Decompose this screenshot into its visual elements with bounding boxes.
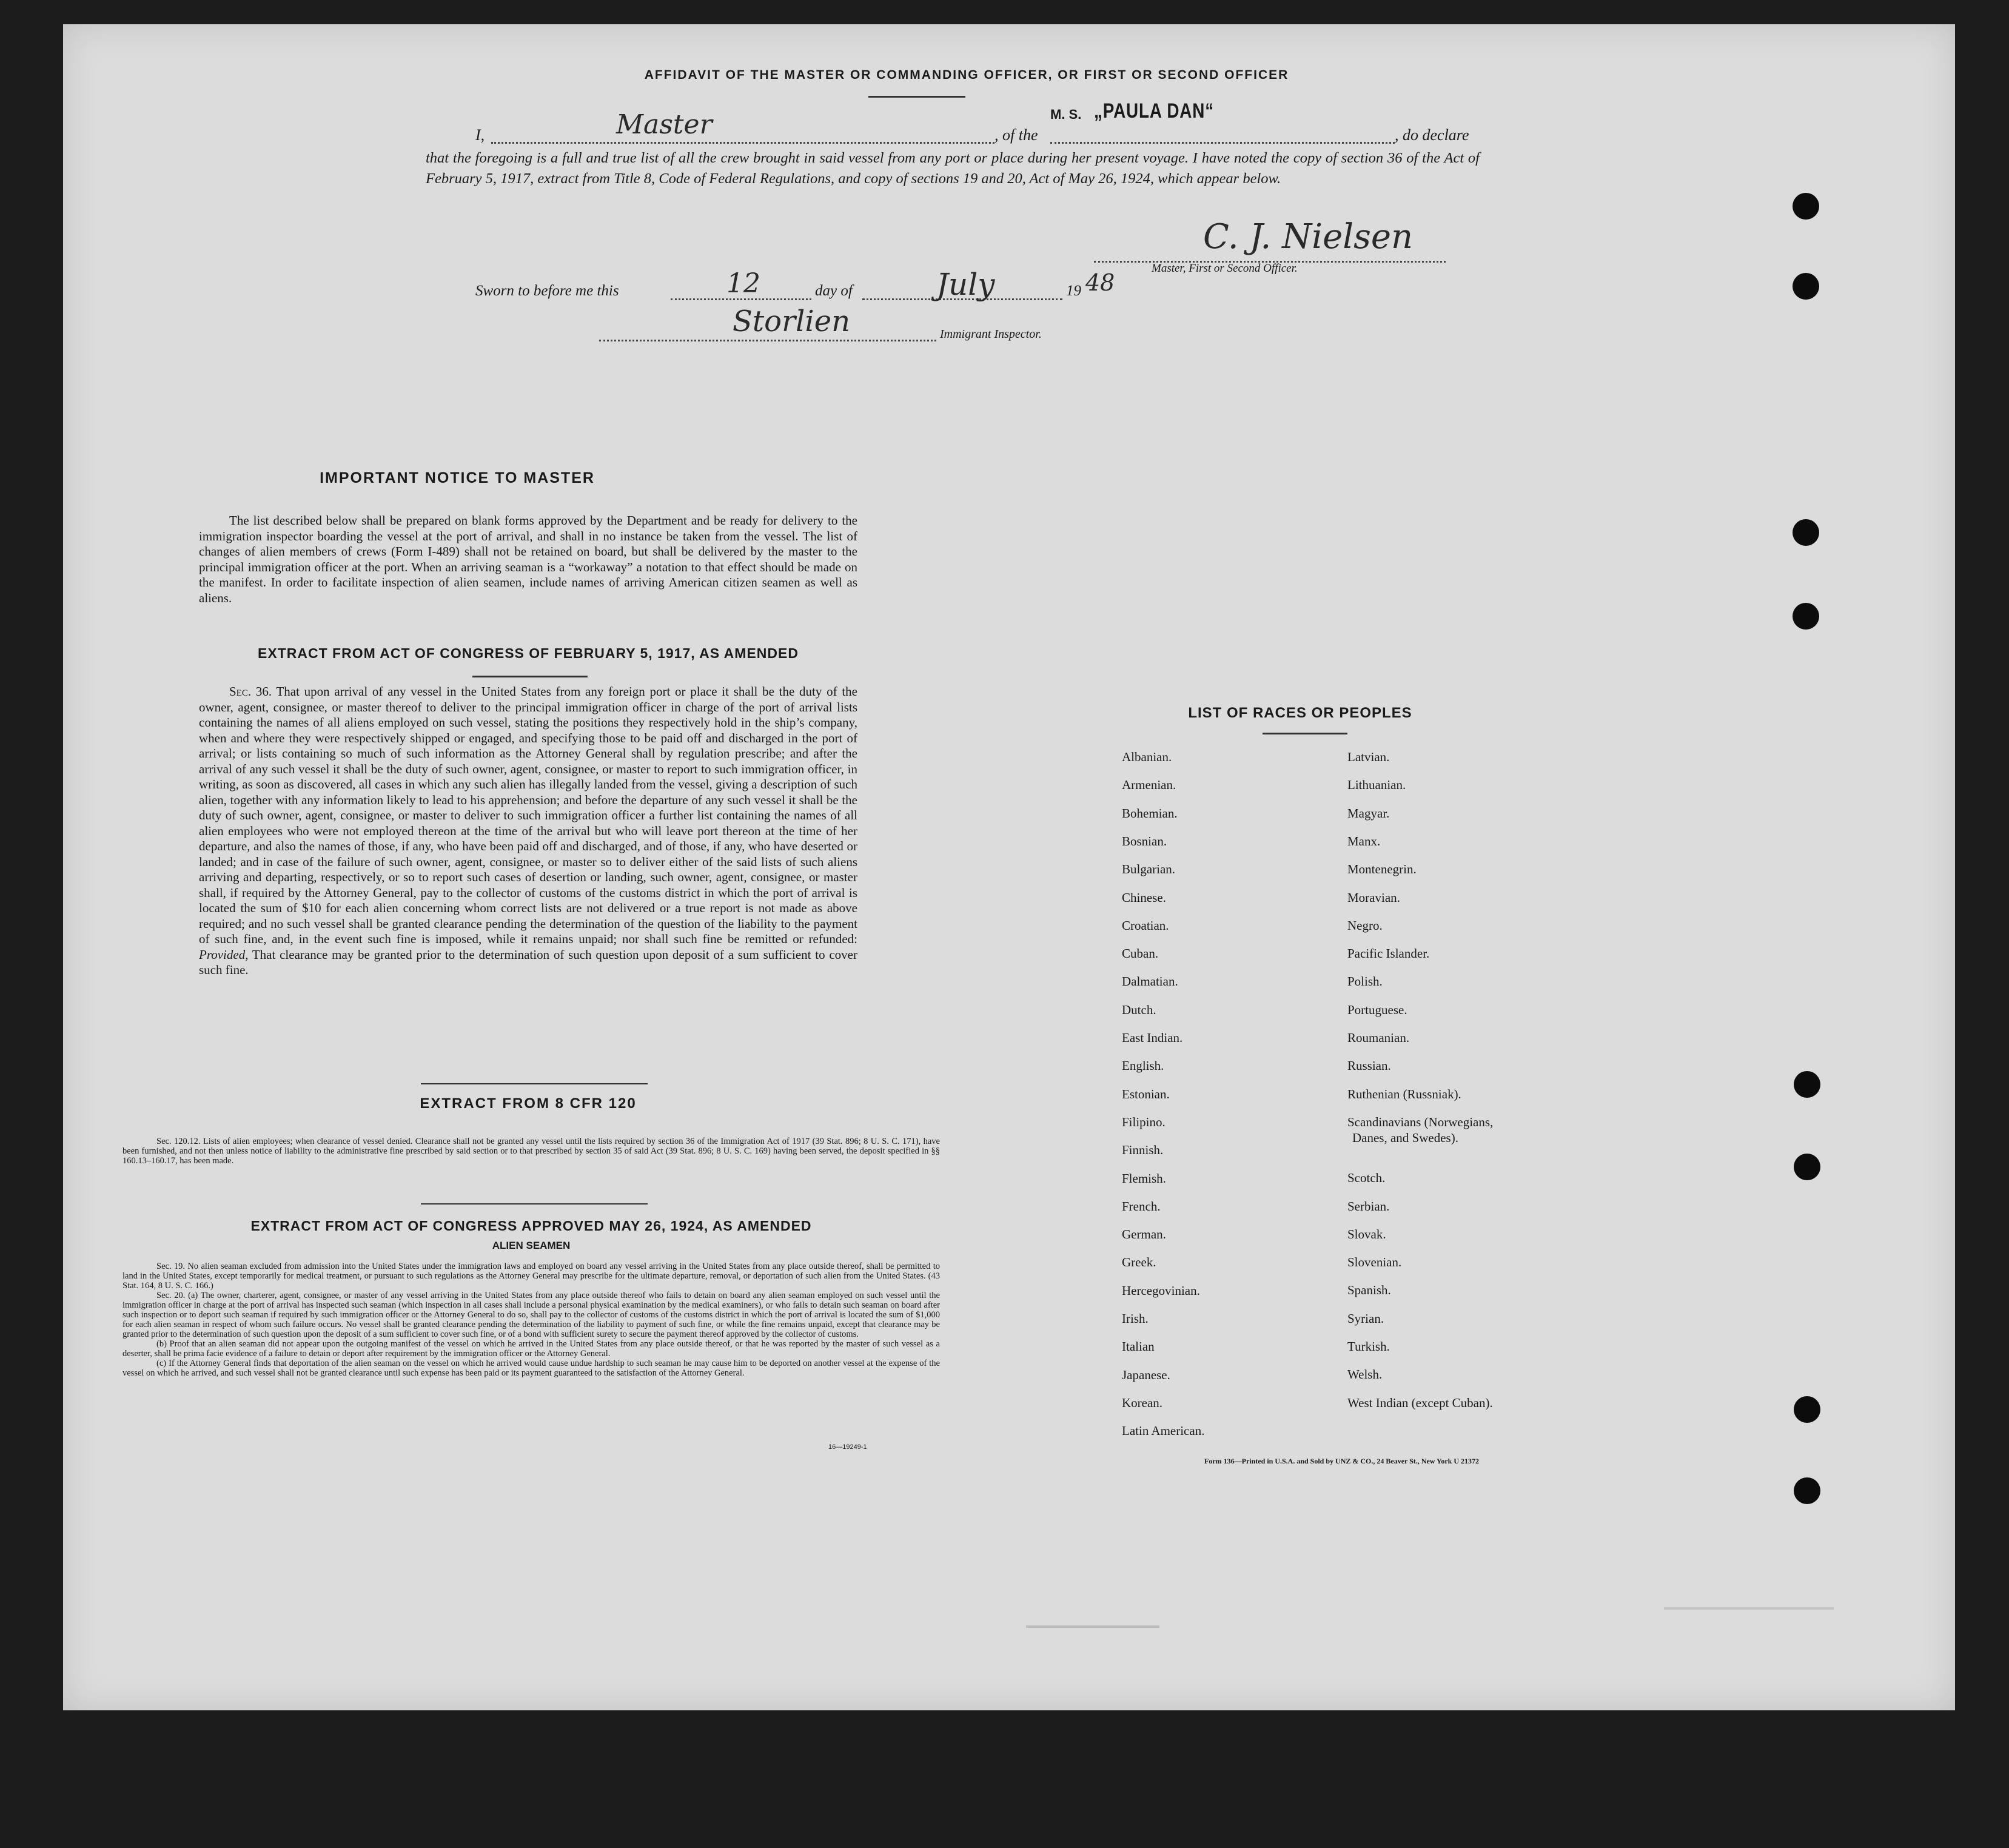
divider-1917	[472, 676, 588, 677]
race-item: Greek.	[1122, 1255, 1156, 1270]
master-name-field	[491, 133, 994, 144]
binder-hole	[1794, 1396, 1820, 1423]
document-page	[63, 24, 1955, 1710]
race-item: Albanian.	[1122, 750, 1172, 764]
title-divider	[868, 96, 965, 98]
declaration-text: that the foregoing is a full and true list of all the crew brought in said vessel from any port or place during her present voyage. I have noted the copy of section 36 of the Act of February 5, 1917, extract from Title 8, Code of Federal Regulations, and copy of sections 19 and 20, Act of May 26, 1924, which appear below.	[426, 150, 1480, 187]
year-handwriting: 48	[1085, 269, 1115, 296]
master-signature-caption: Master, First or Second Officer.	[1152, 262, 1298, 275]
race-item: Armenian.	[1122, 778, 1176, 793]
race-item: Estonian.	[1122, 1086, 1170, 1101]
race-item: Croatian.	[1122, 918, 1169, 933]
extract-cfr-heading: EXTRACT FROM 8 CFR 120	[420, 1095, 637, 1112]
race-item: Roumanian.	[1347, 1030, 1410, 1045]
race-item: Italian	[1122, 1339, 1155, 1354]
binder-hole	[1794, 1477, 1820, 1504]
binder-hole	[1793, 193, 1819, 220]
sec-20c-text: (c) If the Attorney General finds that deportation of the alien seaman on the vessel on which he arrived would cause undue hardship to such seaman he may cause him to be deported on another vessel at the expense of the vessel on which he arrived, and such vessel shall not be granted clearance until such expense has been paid or its payment guaranteed to the satisfaction of the Attorney General.	[122, 1359, 940, 1378]
notice-text: The list described below shall be prepared on blank forms approved by the Department and be ready for delivery to the immigration inspector boarding the vessel at the port of arrival, and shall in no instance be taken from the vessel. The list of changes of alien members of crews (Form I-489) shall not be retained on board, but shall be delivered by the master to the principal immigration officer at the port. When an arriving seaman is a “workaway” a notation to that effect should be made on the manifest. In order to facilitate inspection of alien seamen, include names of arriving American citizen seamen as well as aliens.	[199, 513, 857, 605]
divider-cfr-top	[421, 1083, 648, 1084]
race-item: Manx.	[1347, 833, 1381, 848]
printer-footer: Form 136—Printed in U.S.A. and Sold by UNZ & CO., 24 Beaver St., New York U 21372	[1204, 1457, 1480, 1465]
sec-19-text: Sec. 19. No alien seaman excluded from admission into the United States under the immigration laws and employed on board any vessel arriving in the United States from any place outside thereof, shall be permitted to land in the United States, except temporarily for medical treatment, or pursuant to such regulations as the Attorney General may prescribe for the ultimate departure, removal, or deportation of such alien from the United States. (43 Stat. 164, 8 U. S. C. 166.)	[122, 1262, 940, 1291]
race-item: Bohemian.	[1122, 805, 1178, 821]
master-handwriting: Master	[616, 109, 713, 140]
race-item: Finnish.	[1122, 1143, 1164, 1158]
vessel-field	[1050, 133, 1395, 144]
binder-hole	[1793, 273, 1819, 300]
inspector-signature: Storlien	[733, 304, 851, 338]
race-item: Filipino.	[1122, 1114, 1165, 1129]
extract-cfr-text: Sec. 120.12. Lists of alien employees; when clearance of vessel denied. Clearance shall not be granted any vessel until the lists required by section 36 of the Immigration Act of 1917 (39 Stat. 896; 8 U. S. C. 171), have been furnished, and not then unless notice of liability to the administrative fine prescribed by said section or to that prescribed by section 35 of said Act (39 Stat. 896; 8 U. S. C. 169) having been served, the deposit specified in §§ 160.13–160.17, has been made.	[122, 1137, 940, 1166]
race-item: German.	[1122, 1227, 1166, 1242]
race-item: Cuban.	[1122, 946, 1159, 961]
races-divider	[1263, 733, 1347, 734]
race-item: Japanese.	[1122, 1367, 1170, 1382]
vessel-name-stamp: „PAULA DAN“	[1094, 99, 1214, 123]
sec-20a-text: Sec. 20. (a) The owner, charterer, agent, consignee, or master of any vessel arriving in the United States from any place outside thereof who fails to detain on board any alien seaman employed on such vessel until the immigration officer in charge at the port of arrival has inspected such seaman (which inspection in all cases shall include a personal physical examination by the medical examiners), or who fails to detain such seaman on board after such inspection or to deport such seaman if required by such immigration officer or the Attorney General to do so, shall pay to the collector of customs of the customs district in which the port of arrival is located the sum of $1,000 for each alien seaman in respect of whom such failure occurs. No vessel shall be granted clearance pending the determination of the liability to payment of such fine, or while the fine remains unpaid, except that clearance may be granted prior to the determination of such question upon the deposit of a sum sufficient to cover such fine, or of a bond with sufficient surety to secure the payment thereof approved by the collector of customs.	[122, 1291, 940, 1339]
day-handwriting: 12	[726, 268, 760, 299]
race-item: Danes, and Swedes).	[1352, 1130, 1458, 1145]
race-item: Scotch.	[1347, 1171, 1386, 1186]
of-the-label: , of the	[994, 126, 1038, 144]
race-item: Ruthenian (Russniak).	[1347, 1086, 1461, 1101]
race-item: Magyar.	[1347, 805, 1390, 821]
race-item: Turkish.	[1347, 1339, 1390, 1354]
race-item: Slovenian.	[1347, 1255, 1402, 1270]
sworn-label: Sworn to before me this	[475, 283, 619, 299]
binder-hole	[1793, 519, 1819, 546]
binder-hole	[1793, 603, 1819, 630]
extract-1917-text	[199, 684, 857, 978]
year-prefix: 19	[1066, 283, 1081, 299]
vessel-prefix: M. S.	[1050, 107, 1082, 122]
race-item: Dutch.	[1122, 1002, 1156, 1017]
race-item: Bulgarian.	[1122, 862, 1176, 877]
race-item: Hercegovinian.	[1122, 1283, 1200, 1298]
race-item: Welsh.	[1347, 1367, 1383, 1382]
race-item: Russian.	[1347, 1058, 1391, 1074]
race-item: Slovak.	[1347, 1226, 1386, 1242]
affidavit-title: AFFIDAVIT OF THE MASTER OR COMMANDING OFFICER, OR FIRST OR SECOND OFFICER	[644, 68, 1289, 82]
extract-1924-heading: EXTRACT FROM ACT OF CONGRESS APPROVED MAY 26, 1924, AS AMENDED	[250, 1218, 812, 1234]
race-item: Dalmatian.	[1122, 974, 1178, 989]
pencil-mark	[1664, 1607, 1834, 1610]
inspector-caption: Immigrant Inspector.	[940, 328, 1042, 341]
pencil-mark	[1026, 1625, 1159, 1628]
master-signature: C. J. Nielsen	[1203, 217, 1414, 257]
race-item: Flemish.	[1122, 1171, 1166, 1186]
month-handwriting: July	[936, 267, 995, 302]
day-of-label: day of	[815, 283, 853, 299]
race-item: Polish.	[1347, 974, 1383, 989]
sec-36-label: Sec. 36.	[229, 684, 272, 699]
race-item: Irish.	[1122, 1311, 1149, 1326]
notice-heading: IMPORTANT NOTICE TO MASTER	[320, 469, 595, 486]
form-number: 16—19249-1	[828, 1443, 867, 1451]
binder-hole	[1794, 1154, 1820, 1180]
provided-label: Provided,	[199, 947, 249, 962]
race-item: Chinese.	[1122, 890, 1166, 905]
do-declare-label: , do declare	[1395, 126, 1469, 144]
race-item: Bosnian.	[1122, 833, 1167, 848]
race-item: English.	[1122, 1058, 1164, 1074]
race-item: Latin American.	[1122, 1423, 1205, 1439]
race-item: Scandinavians (Norwegians,	[1347, 1114, 1494, 1129]
race-item: Latvian.	[1347, 750, 1390, 764]
race-item: Montenegrin.	[1347, 862, 1417, 877]
race-item: Syrian.	[1347, 1311, 1384, 1326]
race-item: Portuguese.	[1347, 1002, 1407, 1017]
race-item: French.	[1122, 1198, 1161, 1214]
sec-36-body: That upon arrival of any vessel in the United States from any foreign port or place it shall be the duty of the owner, agent, consignee, or master thereof to deliver to the principal immigration officer in charge of the port of arrival lists containing the names of all aliens employed on such vessel, stating the positions they respectively hold in the ship’s company, when and where they were respectively shipped or engaged, and specifying those to be paid off and discharged in the port of arrival; or lists containing so much of such information as the Attorney General shall by regulation prescribe; and after the arrival of any such vessel it shall be the duty of such owner, agent, consignee, or master to report to such immigration officer, in writing, as soon as discovered, all cases in which any such alien has illegally landed from the vessel, giving a description of such alien, together with any information likely to lead to his apprehension; and before the departure of any such vessel it shall be the duty of such owner, agent, consignee, or master to deliver to such immigration officer a further list containing the names of all alien employees who were not employed thereon at the time of the arrival but who will leave port thereon at the time of her departure, and also the names of those, if any, who have been paid off and discharged, and of those, if any, who have deserted or landed; and in case of the failure of such owner, agent, consignee, or master so to deliver either of the said lists of such aliens arriving and departing, respectively, or so to report such cases of desertion or landing, such owner, agent, consignee, or master shall, if required by the Attorney General, pay to the collector of customs of the customs district in which the port of arrival is located the sum of $10 for each alien concerning whom correct lists are not delivered or a true report is not made as above required; and no such vessel shall be granted clearance pending the determination of the question of the liability to the payment of such fine, and, in the event such fine is imposed, while it remains unpaid; nor shall such fine be remitted or refunded:	[199, 684, 857, 946]
race-item: Moravian.	[1347, 890, 1400, 905]
race-item: West Indian (except Cuban).	[1347, 1395, 1493, 1410]
race-item: Lithuanian.	[1347, 778, 1406, 793]
binder-hole	[1794, 1071, 1820, 1098]
i-label: I,	[475, 126, 485, 144]
race-item: Negro.	[1347, 918, 1383, 933]
divider-1924-top	[421, 1203, 648, 1205]
race-item: East Indian.	[1122, 1030, 1183, 1045]
race-item: Korean.	[1122, 1395, 1163, 1410]
extract-1917-heading: EXTRACT FROM ACT OF CONGRESS OF FEBRUARY 5, 1917, AS AMENDED	[258, 645, 799, 661]
race-item: Pacific Islander.	[1347, 946, 1430, 961]
alien-seamen-subheading: ALIEN SEAMEN	[492, 1240, 571, 1251]
race-item: Serbian.	[1347, 1198, 1390, 1214]
extract-1924-text	[122, 1262, 940, 1378]
sec-36-body-end: That clearance may be granted prior to the determination of such question upon deposit of a sum sufficient to cover such fine.	[199, 947, 857, 977]
sec-20b-text: (b) Proof that an alien seaman did not appear upon the outgoing manifest of the vessel on which he arrived in the United States from any place outside thereof, or that he was reported by the master of such vessel as a deserter, shall be prima facie evidence of a failure to detain or deport after requirement by the immigration officer or the Attorney General.	[122, 1339, 940, 1359]
races-heading: LIST OF RACES OR PEOPLES	[1188, 705, 1412, 721]
race-item: Spanish.	[1347, 1283, 1391, 1298]
